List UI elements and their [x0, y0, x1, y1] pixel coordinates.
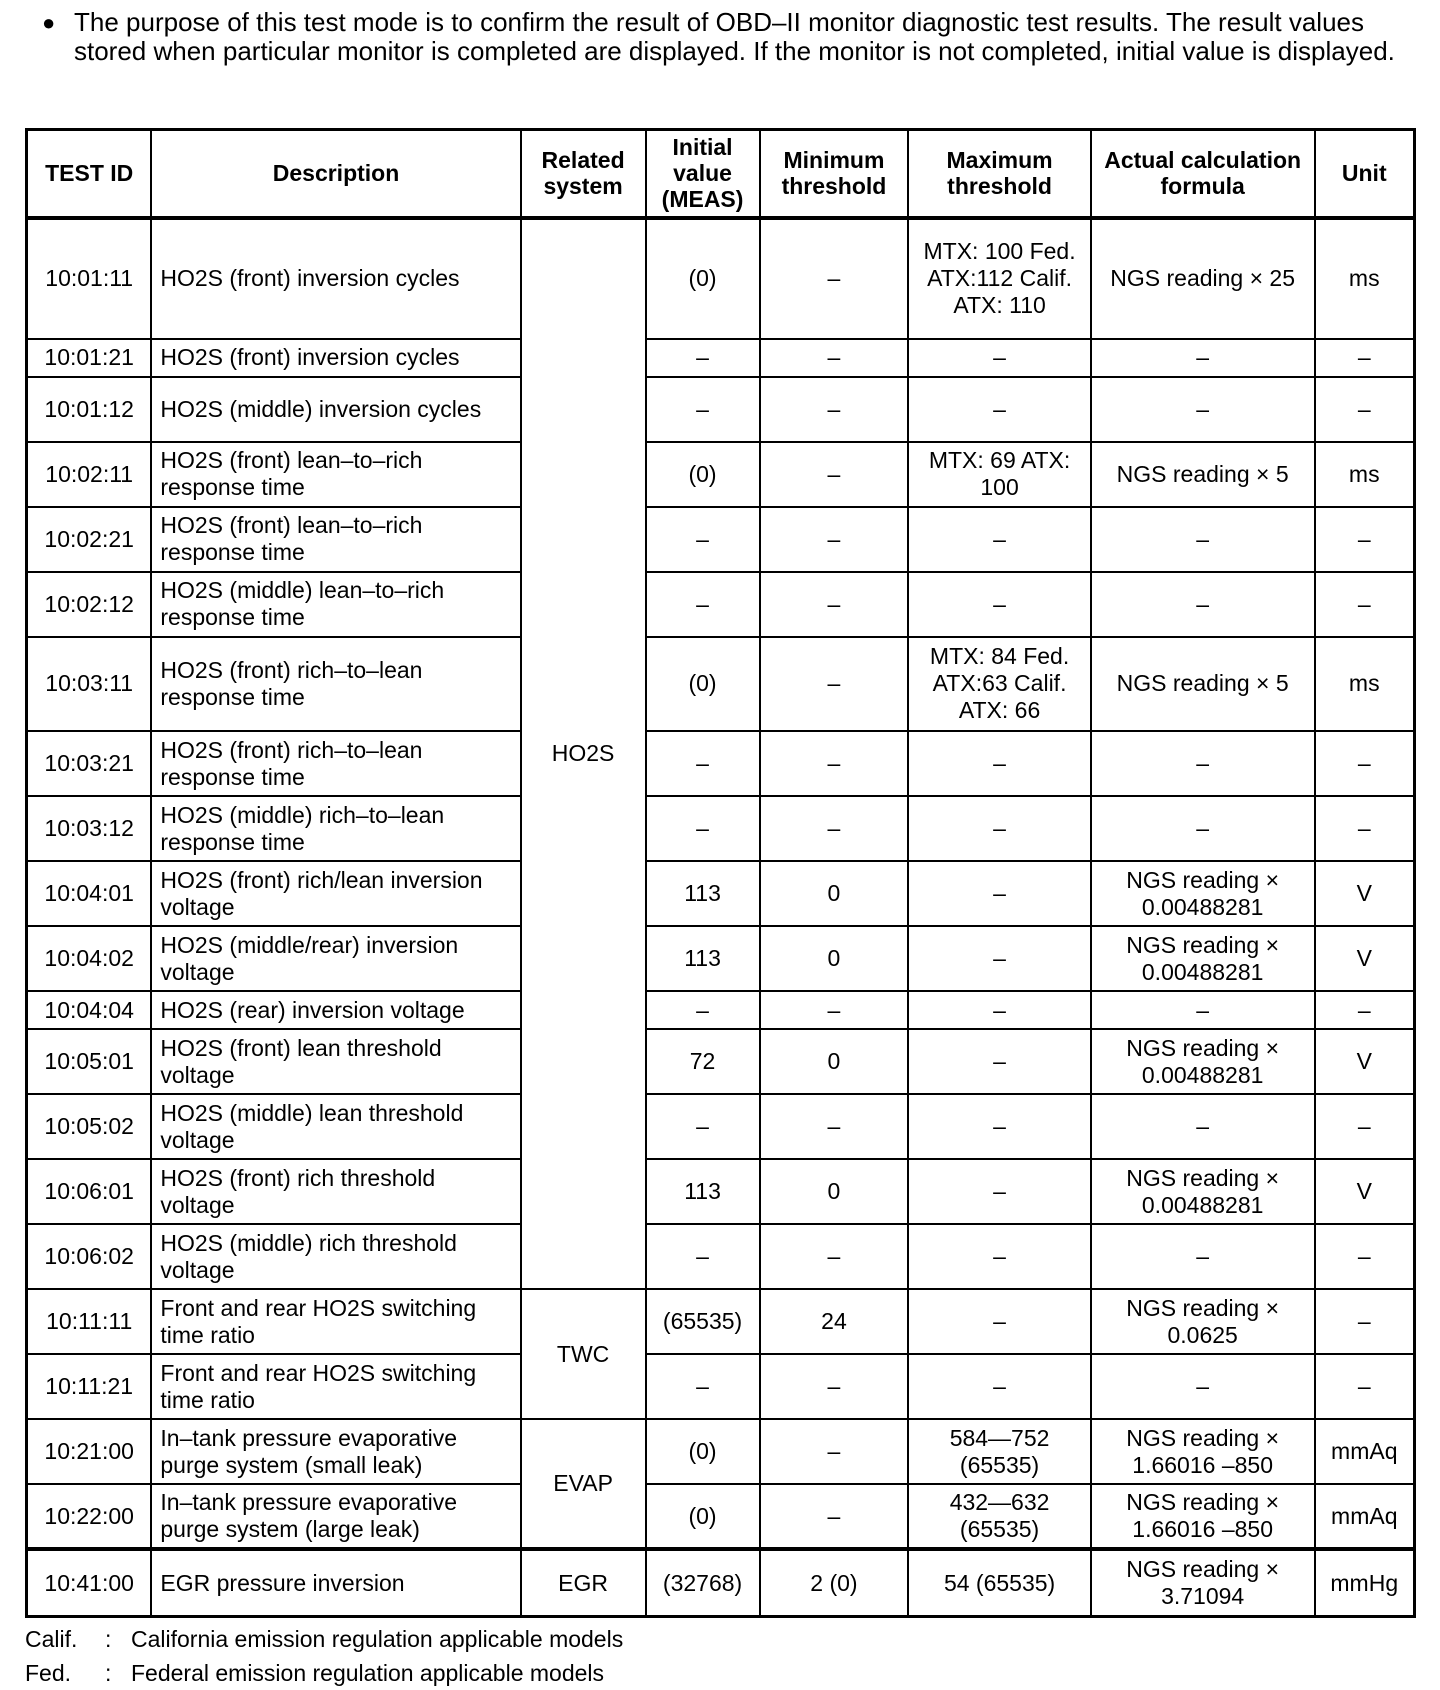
test-id-cell: 10:02:21: [27, 507, 152, 572]
related-system-evap: EVAP: [521, 1419, 646, 1549]
unit-cell: ms: [1315, 442, 1415, 507]
unit-cell: V: [1315, 926, 1415, 991]
initial-value-cell: –: [646, 339, 760, 377]
test-id-cell: 10:05:01: [27, 1029, 152, 1094]
initial-value-cell: –: [646, 731, 760, 796]
minimum-threshold-cell: –: [760, 637, 909, 731]
minimum-threshold-cell: –: [760, 377, 909, 442]
description-cell: HO2S (middle) inversion cycles: [151, 377, 520, 442]
description-cell: HO2S (front) inversion cycles: [151, 339, 520, 377]
test-id-cell: 10:04:02: [27, 926, 152, 991]
description-cell: HO2S (front) lean–to–rich response time: [151, 507, 520, 572]
unit-cell: V: [1315, 861, 1415, 926]
maximum-threshold-cell: MTX: 100 Fed. ATX:112 Calif. ATX: 110: [908, 218, 1090, 339]
formula-cell: NGS reading × 0.00488281: [1091, 926, 1315, 991]
description-cell: HO2S (front) rich threshold voltage: [151, 1159, 520, 1224]
test-id-cell: 10:06:02: [27, 1224, 152, 1289]
formula-cell: NGS reading × 0.00488281: [1091, 1029, 1315, 1094]
table-row: [27, 1484, 1415, 1549]
header-formula: Actual calculation formula: [1091, 130, 1315, 218]
footnote-separator: :: [105, 1626, 112, 1652]
test-id-cell: 10:01:11: [27, 218, 152, 339]
description-cell: HO2S (middle) rich threshold voltage: [151, 1224, 520, 1289]
initial-value-cell: –: [646, 991, 760, 1029]
initial-value-cell: –: [646, 1094, 760, 1159]
initial-value-cell: –: [646, 572, 760, 637]
description-cell: Front and rear HO2S switching time ratio: [151, 1354, 520, 1419]
table-row: [27, 926, 1415, 991]
initial-value-cell: 72: [646, 1029, 760, 1094]
table-row: [27, 1029, 1415, 1094]
initial-value-cell: (0): [646, 1419, 760, 1484]
header-row: [27, 130, 1415, 218]
unit-cell: –: [1315, 1354, 1415, 1419]
table-row: [27, 861, 1415, 926]
maximum-threshold-cell: 54 (65535): [908, 1549, 1090, 1616]
minimum-threshold-cell: 0: [760, 1159, 909, 1224]
test-id-cell: 10:03:12: [27, 796, 152, 861]
description-cell: HO2S (middle) lean threshold voltage: [151, 1094, 520, 1159]
footnote-fed: [25, 1656, 623, 1690]
maximum-threshold-cell: –: [908, 339, 1090, 377]
header-related-system: Related system: [521, 130, 646, 218]
footnote-abbr: Fed.: [25, 1660, 72, 1686]
formula-cell: –: [1091, 991, 1315, 1029]
minimum-threshold-cell: 24: [760, 1289, 909, 1354]
test-id-cell: 10:04:04: [27, 991, 152, 1029]
table-row: [27, 796, 1415, 861]
table-row: [27, 1419, 1415, 1484]
description-cell: HO2S (front) lean–to–rich response time: [151, 442, 520, 507]
test-id-cell: 10:05:02: [27, 1094, 152, 1159]
unit-cell: mmHg: [1315, 1549, 1415, 1616]
table-row: [27, 507, 1415, 572]
formula-cell: NGS reading × 1.66016 –850: [1091, 1419, 1315, 1484]
footnote-separator: :: [105, 1660, 112, 1686]
related-system-egr: EGR: [521, 1549, 646, 1616]
formula-cell: –: [1091, 1094, 1315, 1159]
description-cell: HO2S (front) rich–to–lean response time: [151, 637, 520, 731]
unit-cell: –: [1315, 796, 1415, 861]
header-maximum-threshold: Maximum threshold: [908, 130, 1090, 218]
test-id-cell: 10:03:21: [27, 731, 152, 796]
unit-cell: –: [1315, 1289, 1415, 1354]
initial-value-cell: 113: [646, 1159, 760, 1224]
obd-test-table: [25, 128, 1416, 1618]
table-row: [27, 377, 1415, 442]
initial-value-cell: –: [646, 796, 760, 861]
related-system-ho2s: HO2S: [521, 218, 646, 1290]
test-id-cell: 10:11:11: [27, 1289, 152, 1354]
maximum-threshold-cell: 584—752 (65535): [908, 1419, 1090, 1484]
minimum-threshold-cell: –: [760, 991, 909, 1029]
table-row: [27, 1159, 1415, 1224]
maximum-threshold-cell: –: [908, 1289, 1090, 1354]
initial-value-cell: –: [646, 507, 760, 572]
table-row: [27, 1289, 1415, 1354]
formula-cell: NGS reading × 0.0625: [1091, 1289, 1315, 1354]
description-cell: HO2S (front) lean threshold voltage: [151, 1029, 520, 1094]
initial-value-cell: 113: [646, 861, 760, 926]
footnote-text: Federal emission regulation applicable models: [131, 1660, 605, 1686]
unit-cell: V: [1315, 1159, 1415, 1224]
minimum-threshold-cell: 2 (0): [760, 1549, 909, 1616]
formula-cell: NGS reading × 0.00488281: [1091, 861, 1315, 926]
initial-value-cell: (65535): [646, 1289, 760, 1354]
formula-cell: NGS reading × 3.71094: [1091, 1549, 1315, 1616]
footnote-text: California emission regulation applicable models: [131, 1626, 624, 1652]
maximum-threshold-cell: 432—632 (65535): [908, 1484, 1090, 1549]
test-id-cell: 10:04:01: [27, 861, 152, 926]
initial-value-cell: (32768): [646, 1549, 760, 1616]
maximum-threshold-cell: –: [908, 507, 1090, 572]
unit-cell: –: [1315, 339, 1415, 377]
initial-value-cell: –: [646, 1354, 760, 1419]
test-id-cell: 10:41:00: [27, 1549, 152, 1616]
unit-cell: ms: [1315, 637, 1415, 731]
test-id-cell: 10:02:11: [27, 442, 152, 507]
formula-cell: –: [1091, 796, 1315, 861]
formula-cell: NGS reading × 5: [1091, 637, 1315, 731]
minimum-threshold-cell: 0: [760, 926, 909, 991]
description-cell: HO2S (front) rich/lean inversion voltage: [151, 861, 520, 926]
maximum-threshold-cell: –: [908, 1354, 1090, 1419]
maximum-threshold-cell: –: [908, 1159, 1090, 1224]
initial-value-cell: (0): [646, 218, 760, 339]
minimum-threshold-cell: –: [760, 1354, 909, 1419]
minimum-threshold-cell: –: [760, 1419, 909, 1484]
unit-cell: –: [1315, 377, 1415, 442]
maximum-threshold-cell: –: [908, 861, 1090, 926]
table-row: [27, 1354, 1415, 1419]
intro-paragraph: [42, 8, 1414, 66]
test-id-cell: 10:11:21: [27, 1354, 152, 1419]
formula-cell: –: [1091, 572, 1315, 637]
initial-value-cell: 113: [646, 926, 760, 991]
unit-cell: –: [1315, 507, 1415, 572]
minimum-threshold-cell: –: [760, 572, 909, 637]
table-row: [27, 1094, 1415, 1159]
initial-value-cell: (0): [646, 637, 760, 731]
formula-cell: –: [1091, 507, 1315, 572]
unit-cell: V: [1315, 1029, 1415, 1094]
description-cell: HO2S (middle) lean–to–rich response time: [151, 572, 520, 637]
maximum-threshold-cell: –: [908, 796, 1090, 861]
table-row: [27, 991, 1415, 1029]
maximum-threshold-cell: –: [908, 1029, 1090, 1094]
header-unit: Unit: [1315, 130, 1415, 218]
formula-cell: NGS reading × 1.66016 –850: [1091, 1484, 1315, 1549]
unit-cell: –: [1315, 731, 1415, 796]
minimum-threshold-cell: 0: [760, 861, 909, 926]
initial-value-cell: –: [646, 377, 760, 442]
table-row: [27, 572, 1415, 637]
minimum-threshold-cell: –: [760, 218, 909, 339]
minimum-threshold-cell: –: [760, 796, 909, 861]
bullet-icon: ●: [42, 10, 56, 35]
description-cell: HO2S (front) rich–to–lean response time: [151, 731, 520, 796]
test-id-cell: 10:02:12: [27, 572, 152, 637]
minimum-threshold-cell: –: [760, 1094, 909, 1159]
test-id-cell: 10:21:00: [27, 1419, 152, 1484]
description-cell: In–tank pressure evaporative purge system (large leak): [151, 1484, 520, 1549]
unit-cell: –: [1315, 991, 1415, 1029]
footnote-calif: [25, 1622, 623, 1656]
minimum-threshold-cell: –: [760, 1224, 909, 1289]
footnote-abbr: Calif.: [25, 1626, 78, 1652]
footnotes: [25, 1622, 623, 1690]
initial-value-cell: (0): [646, 1484, 760, 1549]
maximum-threshold-cell: –: [908, 377, 1090, 442]
maximum-threshold-cell: –: [908, 731, 1090, 796]
initial-value-cell: (0): [646, 442, 760, 507]
table-row: [27, 1224, 1415, 1289]
description-cell: HO2S (rear) inversion voltage: [151, 991, 520, 1029]
unit-cell: –: [1315, 1094, 1415, 1159]
formula-cell: –: [1091, 731, 1315, 796]
description-cell: In–tank pressure evaporative purge system (small leak): [151, 1419, 520, 1484]
formula-cell: NGS reading × 5: [1091, 442, 1315, 507]
formula-cell: –: [1091, 1354, 1315, 1419]
test-id-cell: 10:01:21: [27, 339, 152, 377]
minimum-threshold-cell: 0: [760, 1029, 909, 1094]
table-row: [27, 1549, 1415, 1616]
intro-text: The purpose of this test mode is to confirm the result of OBD–II monitor diagnostic test results. The result values stored when particular monitor is completed are displayed. If the monitor is not completed, initial value is displayed.: [74, 7, 1395, 66]
formula-cell: NGS reading × 0.00488281: [1091, 1159, 1315, 1224]
formula-cell: –: [1091, 1224, 1315, 1289]
description-cell: HO2S (middle/rear) inversion voltage: [151, 926, 520, 991]
maximum-threshold-cell: MTX: 69 ATX: 100: [908, 442, 1090, 507]
maximum-threshold-cell: –: [908, 572, 1090, 637]
unit-cell: ms: [1315, 218, 1415, 339]
header-initial-value: Initial value (MEAS): [646, 130, 760, 218]
unit-cell: mmAq: [1315, 1419, 1415, 1484]
minimum-threshold-cell: –: [760, 339, 909, 377]
table-row: [27, 731, 1415, 796]
table-row: [27, 218, 1415, 339]
header-test-id: TEST ID: [27, 130, 152, 218]
minimum-threshold-cell: –: [760, 442, 909, 507]
maximum-threshold-cell: –: [908, 1094, 1090, 1159]
table-row: [27, 442, 1415, 507]
maximum-threshold-cell: MTX: 84 Fed. ATX:63 Calif. ATX: 66: [908, 637, 1090, 731]
unit-cell: mmAq: [1315, 1484, 1415, 1549]
test-id-cell: 10:01:12: [27, 377, 152, 442]
initial-value-cell: –: [646, 1224, 760, 1289]
related-system-twc: TWC: [521, 1289, 646, 1419]
unit-cell: –: [1315, 572, 1415, 637]
unit-cell: –: [1315, 1224, 1415, 1289]
maximum-threshold-cell: –: [908, 1224, 1090, 1289]
formula-cell: NGS reading × 25: [1091, 218, 1315, 339]
table-row: [27, 339, 1415, 377]
maximum-threshold-cell: –: [908, 991, 1090, 1029]
description-cell: EGR pressure inversion: [151, 1549, 520, 1616]
description-cell: HO2S (middle) rich–to–lean response time: [151, 796, 520, 861]
minimum-threshold-cell: –: [760, 507, 909, 572]
table-row: [27, 637, 1415, 731]
test-id-cell: 10:06:01: [27, 1159, 152, 1224]
test-id-cell: 10:03:11: [27, 637, 152, 731]
maximum-threshold-cell: –: [908, 926, 1090, 991]
formula-cell: –: [1091, 339, 1315, 377]
minimum-threshold-cell: –: [760, 1484, 909, 1549]
header-description: Description: [151, 130, 520, 218]
description-cell: Front and rear HO2S switching time ratio: [151, 1289, 520, 1354]
header-minimum-threshold: Minimum threshold: [760, 130, 909, 218]
minimum-threshold-cell: –: [760, 731, 909, 796]
description-cell: HO2S (front) inversion cycles: [151, 218, 520, 339]
test-id-cell: 10:22:00: [27, 1484, 152, 1549]
formula-cell: –: [1091, 377, 1315, 442]
